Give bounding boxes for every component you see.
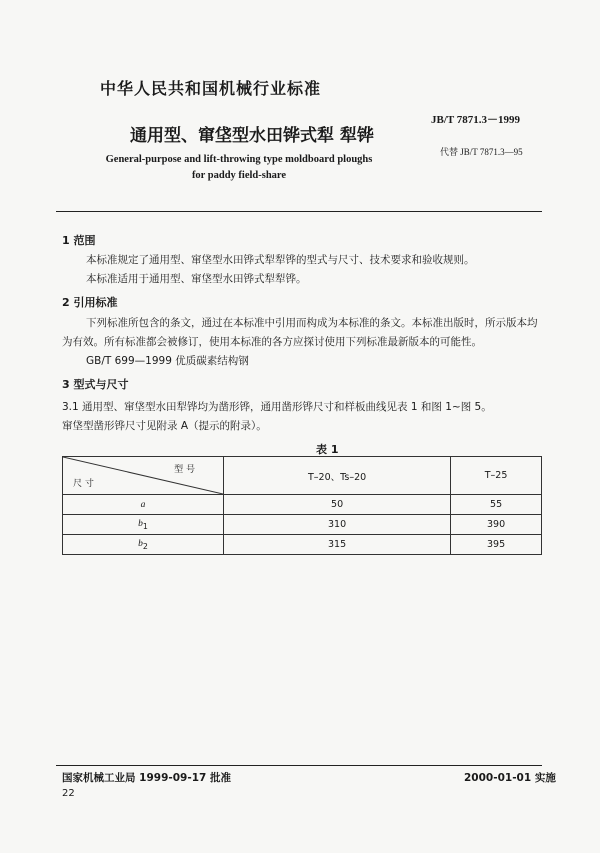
document-title-en: General-purpose and lift-throwing type moldboard ploughs for paddy field-share — [105, 154, 373, 181]
section-3-para-2: 窜垡型凿形铧尺寸见附录 A（提示的附录）。 — [62, 420, 267, 432]
header-rule — [56, 211, 542, 212]
approval-line: 国家机械工业局 1999-09-17 批准 — [62, 772, 231, 784]
diagonal-header-cell — [63, 457, 224, 495]
section-1-title: 1 范围 — [62, 234, 96, 247]
page-number: 22 — [62, 788, 75, 799]
section-3-title: 3 型式与尺寸 — [62, 378, 129, 391]
header-model-label: 型 号 — [174, 465, 195, 475]
table-cell: 390 — [451, 515, 542, 535]
section-2-title: 2 引用标准 — [62, 296, 118, 309]
industry-standard-title: 中华人民共和国机械行业标准 — [100, 79, 322, 98]
row-label: $b_2$ — [63, 535, 224, 555]
table-caption: 表 1 — [316, 443, 339, 456]
table-cell: 315 — [224, 535, 451, 555]
table-cell: 310 — [224, 515, 451, 535]
section-1-para-2: 本标准适用于通用型、窜垡型水田铧式犁犁铧。 — [86, 273, 307, 285]
section-1-para-1: 本标准规定了通用型、窜垡型水田铧式犁犁铧的型式与尺寸、技术要求和验收规则。 — [86, 254, 475, 266]
footer-rule — [56, 765, 542, 766]
section-2-para-2: GB/T 699—1999 优质碳素结构钢 — [86, 355, 249, 367]
table-cell: 55 — [451, 495, 542, 515]
header-dim-label: 尺 寸 — [73, 479, 94, 489]
table-header-row — [63, 457, 542, 495]
effective-date: 2000-01-01 实施 — [464, 772, 556, 784]
table-cell: 50 — [224, 495, 451, 515]
dimension-table — [62, 456, 542, 555]
column-header: T–25 — [451, 457, 542, 495]
column-header: T–20、Ts–20 — [224, 457, 451, 495]
table-row — [63, 495, 542, 515]
table-row — [63, 515, 542, 535]
section-3-para-1: 3.1 通用型、窜垡型水田犁铧均为凿形铧，通用凿形铧尺寸和样板曲线见表 1 和图 1~图 5。 — [62, 401, 492, 413]
replaces-note: 代替 JB/T 7871.3—95 — [440, 147, 523, 157]
section-2-para-1: 下列标准所包含的条文，通过在本标准中引用而构成为本标准的条文。本标准出版时，所示版本均为有效。所有标准都会被修订，使用本标准的各方应探讨使用下列标准最新版本的可能性。 — [62, 317, 538, 348]
row-label: $b_1$ — [63, 515, 224, 535]
document-title-cn: 通用型、窜垡型水田铧式犁 犁铧 — [130, 126, 374, 146]
table-row — [63, 535, 542, 555]
row-label: a — [63, 495, 224, 515]
table-cell: 395 — [451, 535, 542, 555]
standard-number: JB/T 7871.3－1999 — [431, 114, 521, 126]
